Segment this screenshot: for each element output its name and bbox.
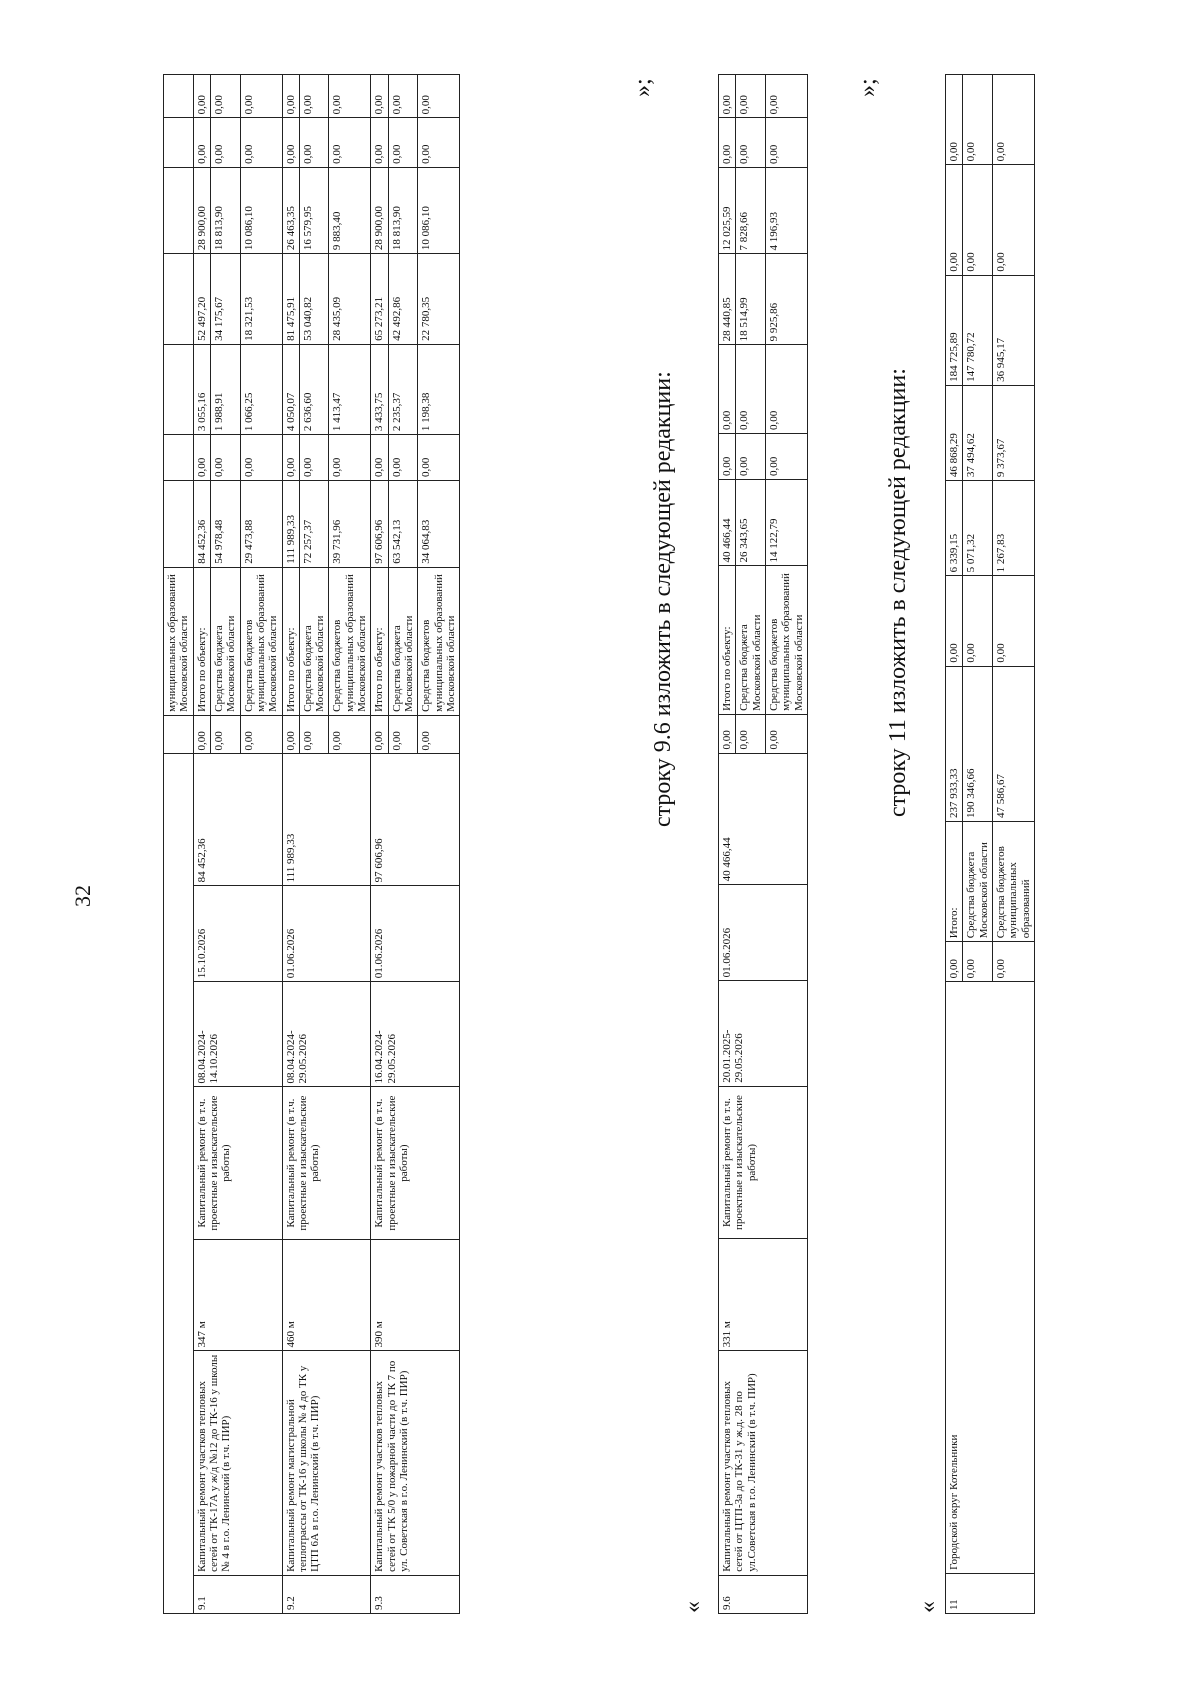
amount-cell: 40 466,44 <box>719 480 736 566</box>
object-name: Капитальный ремонт участков тепловых сетей от ТК 5/0 у пожарной части до ТК 7 по ул. Советская в г.о. Ленинский (в т.ч. ПИР) <box>371 1351 460 1575</box>
amount-cell: 1 198,38 <box>418 344 460 434</box>
top-table <box>163 74 460 1614</box>
funding-source: Средства бюджета Московской области <box>736 566 766 714</box>
amount-cell: 0,00 <box>992 165 1034 275</box>
table-row <box>282 75 299 1614</box>
amount-cell: 0,00 <box>418 75 460 118</box>
amount-cell: 0,00 <box>719 345 736 434</box>
amount-cell: 0,00 <box>963 75 993 165</box>
amount-cell: 147 780,72 <box>963 275 993 385</box>
amount-cell: 52 497,20 <box>193 254 210 345</box>
amount-cell: 0,00 <box>371 75 388 118</box>
amount-cell: 0,00 <box>240 118 282 168</box>
amount-cell: 18 321,53 <box>240 254 282 345</box>
amount-cell: 0,00 <box>282 75 299 118</box>
amount-cell: 0,00 <box>282 118 299 168</box>
object-name: Капитальный ремонт участков тепловых сетей от ТК-17А у ж/д №12 до ТК-16 у школы № 4 в г.о. Ленинский (в т.ч. ПИР) <box>193 1351 282 1575</box>
work-dates: 20.01.2025-29.05.2026 <box>719 981 808 1086</box>
amount-cell: 0,00 <box>193 118 210 168</box>
object-cost: 84 452,36 <box>193 754 282 886</box>
amount-cell: 81 475,91 <box>282 254 299 345</box>
work-type: Капитальный ремонт (в т.ч. проектные и изыскательские работы) <box>193 1087 282 1239</box>
object-cost: 111 989,33 <box>282 754 371 886</box>
funding-source: Средства бюджетов муниципальных образований Московской области <box>765 566 807 714</box>
paid-value: 0,00 <box>719 714 736 753</box>
work-type: Капитальный ремонт (в т.ч. проектные и изыскательские работы) <box>371 1087 460 1239</box>
row-number: 9.2 <box>282 1575 371 1613</box>
paid-value: 0,00 <box>282 715 299 754</box>
amount-cell: 0,00 <box>765 345 807 434</box>
amount-cell: 0,00 <box>736 434 766 480</box>
funding-source: Средства бюджета Московской области <box>210 567 240 715</box>
object-name: Капитальный ремонт магистральной теплотрассы от ТК-16 у школы № 4 до ТК у ЦТП 6А в г.о. Ленинский (в т.ч. ПИР) <box>282 1351 371 1575</box>
amount-cell: 190 346,66 <box>963 666 993 821</box>
amount-cell: 0,00 <box>210 435 240 481</box>
opening-quote-1: « <box>680 1601 706 1613</box>
amount-cell: 28 900,00 <box>371 167 388 253</box>
row-9-6-table <box>718 74 808 1614</box>
amount-cell: 12 025,59 <box>719 168 736 254</box>
amount-cell: 0,00 <box>299 118 329 168</box>
amount-cell: 0,00 <box>210 118 240 168</box>
blank-cell <box>164 254 194 345</box>
funding-source: Итого по объекту: <box>282 567 299 715</box>
amount-cell: 0,00 <box>329 118 371 168</box>
amount-cell: 1 988,91 <box>210 344 240 434</box>
amount-cell: 18 813,90 <box>388 167 418 253</box>
amount-cell: 9 373,67 <box>992 385 1034 480</box>
amount-cell: 10 086,10 <box>418 167 460 253</box>
amount-cell: 47 586,67 <box>992 666 1034 821</box>
amount-cell: 0,00 <box>992 576 1034 666</box>
district-name: Городской округ Котельники <box>946 982 1035 1574</box>
row-11-table <box>945 74 1035 1614</box>
amount-cell: 2 235,37 <box>388 344 418 434</box>
work-dates: 08.04.2024-29.05.2026 <box>282 982 371 1087</box>
table-row <box>946 75 963 1614</box>
amount-cell: 3 055,16 <box>193 344 210 434</box>
object-length: 347 м <box>193 1239 282 1351</box>
amount-cell: 0,00 <box>418 118 460 168</box>
object-length: 331 м <box>719 1239 808 1351</box>
amount-cell: 184 725,89 <box>946 275 963 385</box>
amount-cell: 0,00 <box>946 75 963 165</box>
amount-cell: 0,00 <box>371 435 388 481</box>
amount-cell: 0,00 <box>736 118 766 168</box>
opening-quote-2: « <box>915 1601 941 1613</box>
paid-value: 0,00 <box>299 715 329 754</box>
amount-cell: 26 343,65 <box>736 480 766 566</box>
paid-value: 0,00 <box>329 715 371 754</box>
work-type: Капитальный ремонт (в т.ч. проектные и изыскательские работы) <box>719 1086 808 1239</box>
paid-value: 0,00 <box>418 715 460 754</box>
amount-cell: 22 780,35 <box>418 254 460 345</box>
amount-cell: 1 066,25 <box>240 344 282 434</box>
instruction-row-9-6: строку 9.6 изложить в следующей редакции: <box>650 371 676 827</box>
funding-source: Средства бюджетов муниципальных образований Московской области <box>329 567 371 715</box>
row-number: 9.3 <box>371 1575 460 1613</box>
amount-cell: 237 933,33 <box>946 666 963 821</box>
amount-cell: 28 435,09 <box>329 254 371 345</box>
amount-cell: 1 267,83 <box>992 481 1034 576</box>
funding-source: Средства бюджетов муниципальных образований Московской области <box>240 567 282 715</box>
amount-cell: 2 636,60 <box>299 344 329 434</box>
paid-value: 0,00 <box>765 714 807 753</box>
amount-cell: 0,00 <box>719 434 736 480</box>
funding-source: Средства бюджетов муниципальных образований <box>992 821 1034 941</box>
amount-cell: 0,00 <box>765 434 807 480</box>
amount-cell: 37 494,62 <box>963 385 993 480</box>
amount-cell: 0,00 <box>329 435 371 481</box>
end-date: 01.06.2026 <box>371 886 460 982</box>
amount-cell: 28 900,00 <box>193 167 210 253</box>
blank-cell <box>164 754 194 1614</box>
paid-value: 0,00 <box>371 715 388 754</box>
closing-quote-2: »; <box>855 78 881 97</box>
amount-cell: 0,00 <box>299 435 329 481</box>
instruction-row-11: строку 11 изложить в следующей редакции: <box>885 368 911 817</box>
amount-cell: 3 433,75 <box>371 344 388 434</box>
paid-value: 0,00 <box>946 942 963 982</box>
funding-source: Итого по объекту: <box>193 567 210 715</box>
blank-cell <box>164 435 194 481</box>
amount-cell: 0,00 <box>388 75 418 118</box>
blank-cell <box>164 167 194 253</box>
row-number: 11 <box>946 1573 1035 1613</box>
amount-cell: 0,00 <box>388 118 418 168</box>
amount-cell: 72 257,37 <box>299 481 329 568</box>
blank-cell <box>164 344 194 434</box>
amount-cell: 0,00 <box>388 435 418 481</box>
blank-cell <box>164 118 194 168</box>
table-row <box>371 75 388 1614</box>
paid-value: 0,00 <box>388 715 418 754</box>
amount-cell: 63 542,13 <box>388 481 418 568</box>
amount-cell: 16 579,95 <box>299 167 329 253</box>
amount-cell: 18 813,90 <box>210 167 240 253</box>
closing-quote-1: »; <box>630 78 656 97</box>
paid-value: 0,00 <box>963 942 993 982</box>
amount-cell: 14 122,79 <box>765 480 807 566</box>
work-dates: 08.04.2024-14.10.2026 <box>193 982 282 1087</box>
amount-cell: 53 040,82 <box>299 254 329 345</box>
end-date: 15.10.2026 <box>193 886 282 982</box>
amount-cell: 0,00 <box>299 75 329 118</box>
amount-cell: 0,00 <box>963 576 993 666</box>
object-length: 390 м <box>371 1239 460 1351</box>
funding-source: Итого по объекту: <box>719 566 736 714</box>
amount-cell: 29 473,88 <box>240 481 282 568</box>
amount-cell: 0,00 <box>719 118 736 168</box>
amount-cell: 46 868,29 <box>946 385 963 480</box>
object-cost: 40 466,44 <box>719 753 808 885</box>
amount-cell: 0,00 <box>193 435 210 481</box>
table-row <box>193 75 210 1614</box>
work-type: Капитальный ремонт (в т.ч. проектные и изыскательские работы) <box>282 1087 371 1239</box>
paid-value: 0,00 <box>992 942 1034 982</box>
object-name: Капитальный ремонт участков тепловых сетей от ЦТП-3а до ТК-31 у ж.д. 28 по ул.Советская в г.о. Ленинский (в т.ч. ПИР) <box>719 1351 808 1575</box>
amount-cell: 0,00 <box>765 118 807 168</box>
amount-cell: 5 071,32 <box>963 481 993 576</box>
amount-cell: 84 452,36 <box>193 481 210 568</box>
amount-cell: 0,00 <box>282 435 299 481</box>
amount-cell: 28 440,85 <box>719 254 736 345</box>
amount-cell: 111 989,33 <box>282 481 299 568</box>
funding-source: Средства бюджетов муниципальных образований Московской области <box>418 567 460 715</box>
table-header-partial <box>164 75 194 1614</box>
amount-cell: 0,00 <box>371 118 388 168</box>
page-number: 32 <box>70 885 95 907</box>
row-number: 9.6 <box>719 1575 808 1613</box>
amount-cell: 0,00 <box>418 435 460 481</box>
amount-cell: 18 514,99 <box>736 254 766 345</box>
amount-cell: 42 492,86 <box>388 254 418 345</box>
amount-cell: 0,00 <box>963 165 993 275</box>
work-dates: 16.04.2024-29.05.2026 <box>371 982 460 1087</box>
funding-source: Средства бюджета Московской области <box>388 567 418 715</box>
amount-cell: 4 196,93 <box>765 168 807 254</box>
amount-cell: 0,00 <box>193 75 210 118</box>
funding-source: Средства бюджета Московской области <box>299 567 329 715</box>
end-date: 01.06.2026 <box>282 886 371 982</box>
end-date: 01.06.2026 <box>719 885 808 981</box>
blank-cell <box>164 481 194 568</box>
amount-cell: 10 086,10 <box>240 167 282 253</box>
amount-cell: 9 883,40 <box>329 167 371 253</box>
amount-cell: 97 606,96 <box>371 481 388 568</box>
object-length: 460 м <box>282 1239 371 1351</box>
amount-cell: 54 978,48 <box>210 481 240 568</box>
blank-cell <box>164 75 194 118</box>
amount-cell: 9 925,86 <box>765 254 807 345</box>
amount-cell: 65 273,21 <box>371 254 388 345</box>
funding-source: Средства бюджета Московской области <box>963 821 993 941</box>
amount-cell: 34 064,83 <box>418 481 460 568</box>
funding-source: Итого: <box>946 821 963 941</box>
funding-source: Итого по объекту: <box>371 567 388 715</box>
amount-cell: 26 463,35 <box>282 167 299 253</box>
amount-cell: 1 413,47 <box>329 344 371 434</box>
paid-value: 0,00 <box>240 715 282 754</box>
amount-cell: 34 175,67 <box>210 254 240 345</box>
amount-cell: 0,00 <box>765 75 807 118</box>
amount-cell: 0,00 <box>736 75 766 118</box>
object-cost: 97 606,96 <box>371 754 460 886</box>
row-number: 9.1 <box>193 1575 282 1613</box>
amount-cell: 0,00 <box>736 345 766 434</box>
amount-cell: 7 828,66 <box>736 168 766 254</box>
amount-cell: 6 339,15 <box>946 481 963 576</box>
amount-cell: 0,00 <box>946 576 963 666</box>
paid-value: 0,00 <box>193 715 210 754</box>
amount-cell: 4 050,07 <box>282 344 299 434</box>
amount-cell: 0,00 <box>210 75 240 118</box>
amount-cell: 36 945,17 <box>992 275 1034 385</box>
amount-cell: 0,00 <box>719 75 736 118</box>
amount-cell: 0,00 <box>946 165 963 275</box>
funding-source-continued: муниципальных образований Московской области <box>164 567 194 715</box>
paid-value: 0,00 <box>736 714 766 753</box>
paid-value: 0,00 <box>210 715 240 754</box>
blank-cell <box>164 715 194 754</box>
amount-cell: 0,00 <box>240 435 282 481</box>
amount-cell: 39 731,96 <box>329 481 371 568</box>
amount-cell: 0,00 <box>240 75 282 118</box>
amount-cell: 0,00 <box>992 75 1034 165</box>
amount-cell: 0,00 <box>329 75 371 118</box>
table-row <box>719 75 736 1614</box>
